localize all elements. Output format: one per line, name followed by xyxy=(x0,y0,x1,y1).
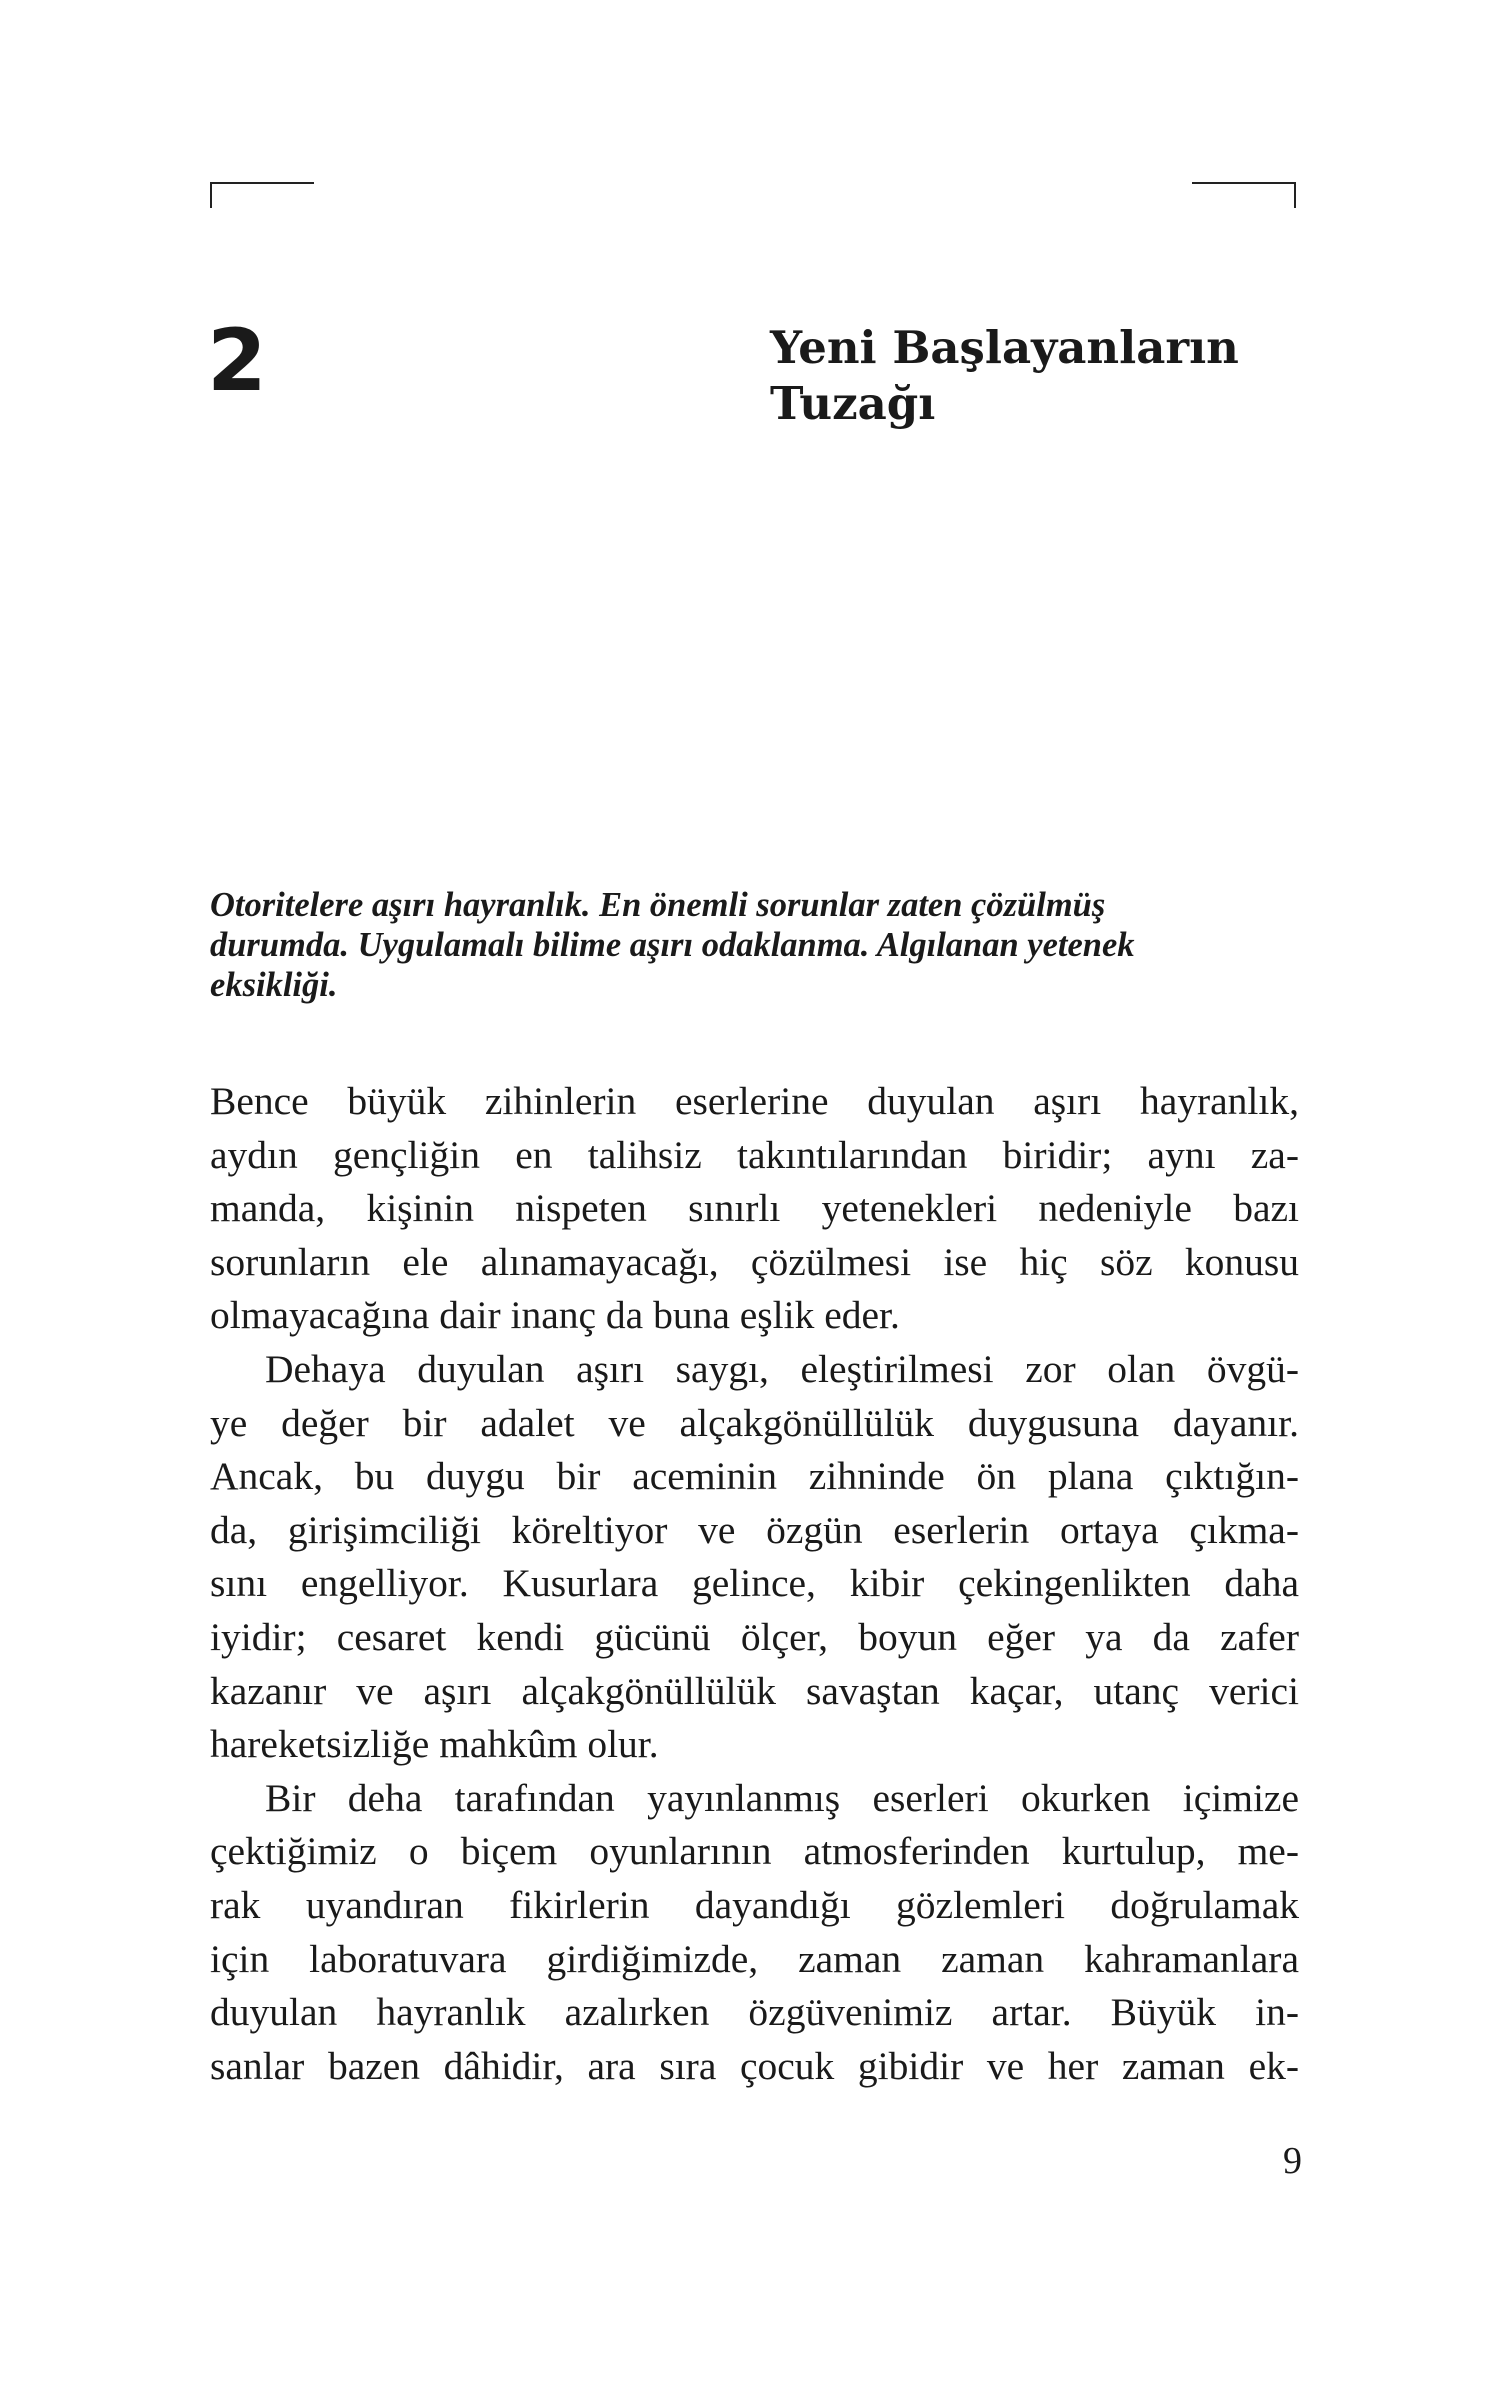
paragraph-3 xyxy=(210,1772,1299,2094)
page-number: 9 xyxy=(1283,2140,1302,2182)
text-line: manda, kişinin nispeten sınırlı yetenekleri nedeniyle bazı xyxy=(210,1186,1299,1231)
text-line: kazanır ve aşırı alçakgönüllülük savaştan kaçar, utanç verici xyxy=(210,1668,1299,1713)
text-line: çektiğimiz o biçem oyunlarının atmosferinden kurtulup, me- xyxy=(210,1829,1299,1874)
body-text xyxy=(210,1075,1299,2093)
crop-mark-top-right xyxy=(1192,182,1296,208)
chapter-number: 2 xyxy=(207,311,267,411)
chapter-title-line-1: Yeni Başlayanların xyxy=(770,321,1239,374)
paragraph-2 xyxy=(210,1343,1299,1772)
text-line: duyulan hayranlık azalırken özgüvenimiz artar. Büyük in- xyxy=(210,1990,1299,2035)
text-line: Ancak, bu duygu bir aceminin zihninde ön plana çıktığın- xyxy=(210,1454,1299,1499)
crop-mark-top-left xyxy=(210,182,314,208)
chapter-title xyxy=(770,320,1330,432)
text-line: sanlar bazen dâhidir, ara sıra çocuk gibidir ve her zaman ek- xyxy=(210,2043,1299,2088)
text-line: sını engelliyor. Kusurlara gelince, kibir çekingenlikten daha xyxy=(210,1561,1299,1606)
epigraph-line: durumda. Uygulamalı bilime aşırı odaklanma. Algılanan yetenek xyxy=(210,926,1135,964)
text-line: ye değer bir adalet ve alçakgönüllülük duygusuna dayanır. xyxy=(210,1400,1299,1445)
text-line: olmayacağına dair inanç da buna eşlik eder. xyxy=(210,1293,900,1338)
paragraph-1 xyxy=(210,1075,1299,1343)
text-line: Dehaya duyulan aşırı saygı, eleştirilmesi zor olan övgü- xyxy=(265,1346,1299,1391)
text-line: aydın gençliğin en talihsiz takıntılarından biridir; aynı za- xyxy=(210,1132,1299,1177)
epigraph xyxy=(210,885,1300,1005)
text-line: hareketsizliğe mahkûm olur. xyxy=(210,1722,659,1767)
text-line: Bir deha tarafından yayınlanmış eserleri okurken içimize xyxy=(265,1775,1299,1820)
text-line: iyidir; cesaret kendi gücünü ölçer, boyun eğer ya da zafer xyxy=(210,1614,1299,1659)
text-line: sorunların ele alınamayacağı, çözülmesi ise hiç söz konusu xyxy=(210,1239,1299,1284)
text-line: da, girişimciliği köreltiyor ve özgün eserlerin ortaya çıkma- xyxy=(210,1507,1299,1552)
epigraph-line: eksikliği. xyxy=(210,966,338,1004)
chapter-title-line-2: Tuzağı xyxy=(770,377,936,430)
text-line: rak uyandıran fikirlerin dayandığı gözlemleri doğrulamak xyxy=(210,1882,1299,1927)
epigraph-line: Otoritelere aşırı hayranlık. En önemli sorunlar zaten çözülmüş xyxy=(210,886,1106,924)
text-line: Bence büyük zihinlerin eserlerine duyulan aşırı hayranlık, xyxy=(210,1079,1299,1123)
text-line: için laboratuvara girdiğimizde, zaman zaman kahramanlara xyxy=(210,1936,1299,1981)
